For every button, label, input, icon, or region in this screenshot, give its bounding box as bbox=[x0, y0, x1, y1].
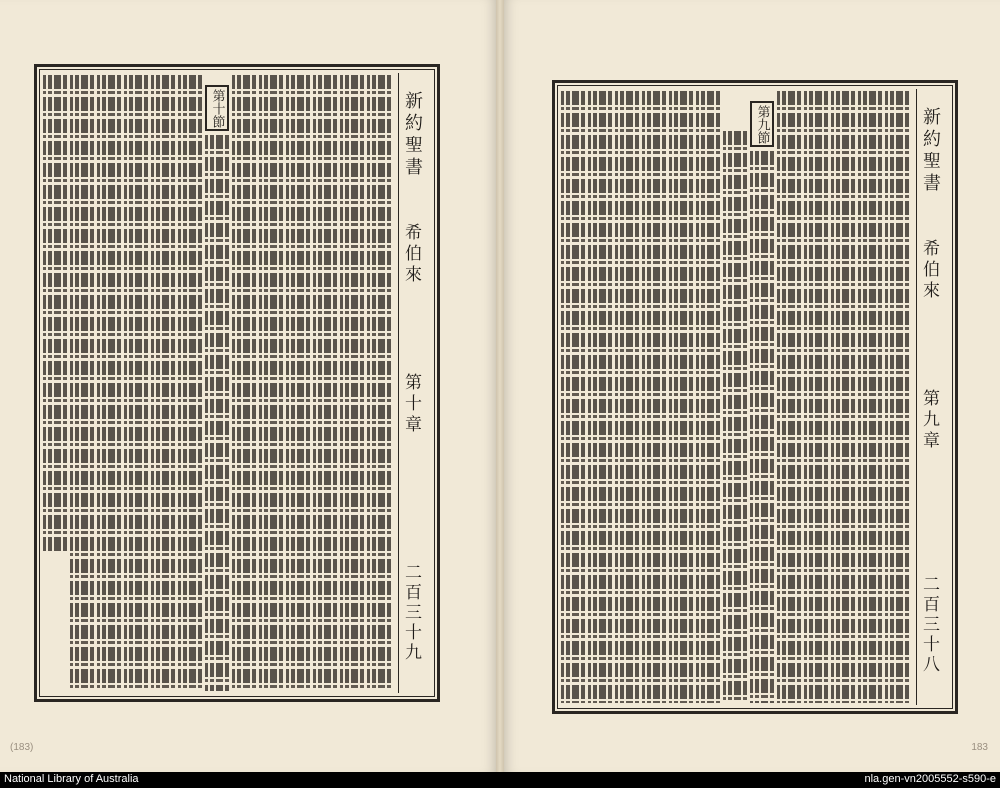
text-line bbox=[124, 75, 148, 691]
text-line bbox=[777, 91, 801, 703]
folio-number: 二百三十八 bbox=[919, 575, 939, 675]
text-columns bbox=[45, 75, 391, 691]
text-line bbox=[669, 91, 693, 703]
text-line bbox=[313, 75, 337, 691]
text-line bbox=[205, 135, 229, 691]
text-line bbox=[858, 91, 882, 703]
archive-footer-bar bbox=[0, 772, 1000, 788]
text-line bbox=[750, 151, 774, 703]
text-line bbox=[286, 75, 310, 691]
institution-name: National Library of Australia bbox=[4, 773, 139, 785]
chapter-label: 第十章 bbox=[401, 373, 421, 436]
page-header-column bbox=[916, 89, 949, 705]
book-section: 希伯來 bbox=[919, 239, 939, 302]
text-line bbox=[259, 75, 283, 691]
book-gutter bbox=[496, 0, 504, 772]
text-line bbox=[804, 91, 828, 703]
text-line bbox=[340, 75, 364, 691]
pencil-note: (183) bbox=[10, 742, 34, 753]
text-frame bbox=[34, 64, 440, 702]
text-frame bbox=[552, 80, 958, 714]
page-header-column bbox=[398, 73, 431, 693]
text-line bbox=[615, 91, 639, 703]
text-line bbox=[588, 91, 612, 703]
book-title: 新約聖書 bbox=[402, 91, 423, 179]
book-title: 新約聖書 bbox=[920, 107, 941, 195]
section-marker: 第九節 bbox=[750, 101, 774, 147]
book-section: 希伯來 bbox=[401, 223, 421, 286]
text-line bbox=[696, 91, 720, 703]
text-line bbox=[43, 75, 67, 551]
text-line bbox=[70, 75, 94, 691]
pencil-note: 183 bbox=[971, 742, 988, 753]
folio-number: 二百三十九 bbox=[401, 563, 421, 663]
text-line bbox=[97, 75, 121, 691]
text-line bbox=[561, 91, 585, 703]
text-line bbox=[642, 91, 666, 703]
text-line bbox=[885, 91, 909, 703]
text-line bbox=[723, 131, 747, 703]
left-page bbox=[0, 0, 496, 772]
text-line bbox=[232, 75, 256, 691]
right-page bbox=[504, 0, 1000, 772]
text-line bbox=[151, 75, 175, 691]
text-line bbox=[178, 75, 202, 691]
text-line bbox=[831, 91, 855, 703]
chapter-label: 第九章 bbox=[919, 389, 939, 452]
item-identifier: nla.gen-vn2005552-s590-e bbox=[864, 773, 996, 785]
text-line bbox=[367, 75, 391, 691]
section-marker: 第十節 bbox=[205, 85, 229, 131]
text-columns bbox=[563, 91, 909, 703]
